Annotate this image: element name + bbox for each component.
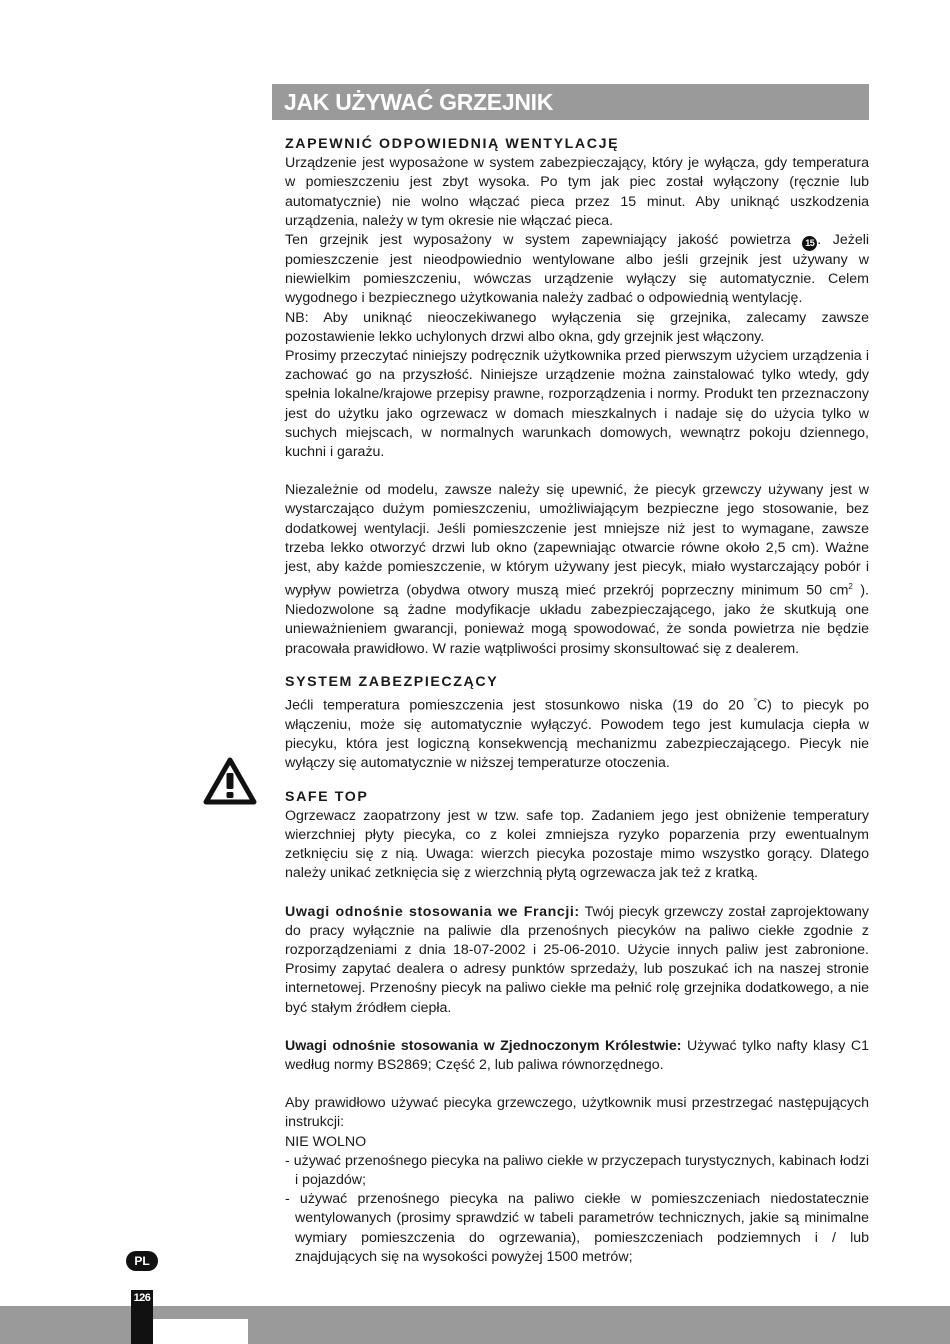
section-heading-safety: SYSTEM ZABEZPIECZĄCY [285,673,499,690]
language-badge: PL [126,1251,158,1271]
document-body [285,135,869,1267]
warning-triangle-icon [203,757,257,805]
paragraph: Ogrzewacz zaopatrzony jest w tzw. safe top. Zadaniem jego jest obniżenie temperatury wierzchniej płyty piecyka, co z kolei zmniejsza ryzyko poparzenia przy ewentualnym zetknięciu się z nią. Uwaga: wierzch piecyka pozostaje mimo wszystko gorący. Dlatego należy unikać zetknięcia się z wierzchnią płytą ogrzewacza jak też z kratką. [285,807,869,882]
paragraph: Urządzenie jest wyposażone w system zabezpieczający, który je wyłącza, gdy temperatura w pomieszczeniu jest zbyt wysoka. Po tym jak piec został wyłączony (ręcznie lub automatycznie) nie wolno włączać pieca przez 15 minut. Aby uniknąć uszkodzenia urządzenia, należy w tym okresie nie włączać pieca. [285,155,869,229]
footer-strip [153,1319,248,1344]
paragraph: Prosimy przeczytać niniejszy podręcznik użytkownika przed pierwszym użyciem urządzenia i zachować go na przyszłość. Niniejsze urządzenie można zainstalować tylko wtedy, gdy spełnia lokalne/krajowe przepisy prawne, rozporządzenia i normy. Produkt ten przeznaczony jest do użytku jako ogrzewacz w domach mieszkalnych i nadaje się do użycia tylko w suchych miejscach, w normalnych warunkach domowych, wewnątrz pokoju dziennego, kuchni i garażu. [285,348,869,461]
paragraph: Aby prawidłowo używać piecyka grzewczego, użytkownik musi przestrzegać następujących instrukcji: [285,1095,869,1131]
not-allowed-label: NIE WOLNO [285,1133,367,1150]
paragraph: Jećli temperatura pomieszczenia jest stosunkowo niska (19 do 20 °C) to piecyk po włączeniu, może się automatycznie wyłączyć. Powodem tego jest kumulacja ciepła w piecyku, która jest logiczną konsekwencją mechanizmu zabezpieczającego. Piecyk nie wyłączy się automatycznie w niższej temperaturze otoczenia. [285,697,869,772]
list-item: - używać przenośnego piecyka na paliwo ciekłe w pomieszczeniach niedostatecznie wentylowanych (prosimy sprawdzić w tabeli parametrów technicznych, jakie są minimalne wymiary pomieszczenia do ogrzewania), pomieszczeniach podziemnych i / lub znajdujących się na wysokości powyżej 1500 metrów; [285,1191,869,1265]
paragraph: Ten grzejnik jest wyposażony w system zapewniający jakość powietrza 15 . Jeżeli pomieszczenie jest nieodpowiednio wentylowane albo jeśli grzejnik jest używany w niewielkim pomieszczeniu, wówczas urządzenie wyłączy się automatycznie. Celem wygodnego i bezpiecznego użytkowania należy zadbać o odpowiednią wentylację. [285,232,870,307]
paragraph: Niezależnie od modelu, zawsze należy się upewnić, że piecyk grzewczy używany jest w wystarczająco dużym pomieszczeniu, umożliwiającym bezpieczne jego stosowanie, bez dodatkowej wentylacji. Jeśli pomieszczenie jest mniejsze niż jest to wymagane, zawsze trzeba lekko otworzyć drzwi lub okno (zapewniając otwarcie równe około 2,5 cm). Ważne jest, aby każde pomieszczenie, w którym używany jest piecyk, miało wystarczający pobór i wypływ powietrza (obydwa otwory muszą mieć przekrój poprzeczny minimum 50 $cm^2$ ). Niedozwolone są żadne modyfikacje układu zabezpieczającego, jako że skutkują one unieważnieniem gwarancji, ponieważ mogą spowodować, że sonda powietrza nie będzie pracowała prawidłowo. W razie wątpliwości prosimy skonsultować się z dealerem. [285,482,869,657]
paragraph: NB: Aby uniknąć nieoczekiwanego wyłączenia się grzejnika, zalecamy zawsze pozostawienie lekko uchylonych drzwi albo okna, gdy grzejnik jest włączony. [285,309,869,345]
paragraph-uk: Uwagi odnośnie stosowania w Zjednoczonym Królestwie: Używać tylko nafty klasy C1 według normy BS2869; Część 2, lub paliwa równorzędnego. [285,1037,869,1073]
marker-15: 15 [802,236,817,251]
section-heading-safe-top: SAFE TOP [285,788,369,805]
section-heading-ventilation: ZAPEWNIĆ ODPOWIEDNIĄ WENTYLACJĘ [285,136,620,152]
paragraph-france: Uwagi odnośnie stosowania we Francji: Twój piecyk grzewczy został zaprojektowany do pracy wyłącznie na paliwie dla przenośnych piecyków na paliwo ciekłe zgodnie z rozporządzeniami z dnia 18-07-2002 i 25-06-2010. Użycie innych paliw jest zabronione. Prosimy zapytać dealera o adresy punktów sprzedaży, lub poszukać ich na naszej stronie internetowej. Przenośny piecyk na paliwo ciekłe ma pełnić rolę grzejnika dodatkowego, a nie być stałym źródłem ciepła. [285,903,869,1016]
page-number: 126 [133,1292,151,1304]
list-item: - używać przenośnego piecyka na paliwo ciekłe w przyczepach turystycznych, kabinach łodzi i pojazdów; [285,1152,869,1189]
page-title: JAK UŻYWAĆ GRZEJNIK [272,84,869,120]
